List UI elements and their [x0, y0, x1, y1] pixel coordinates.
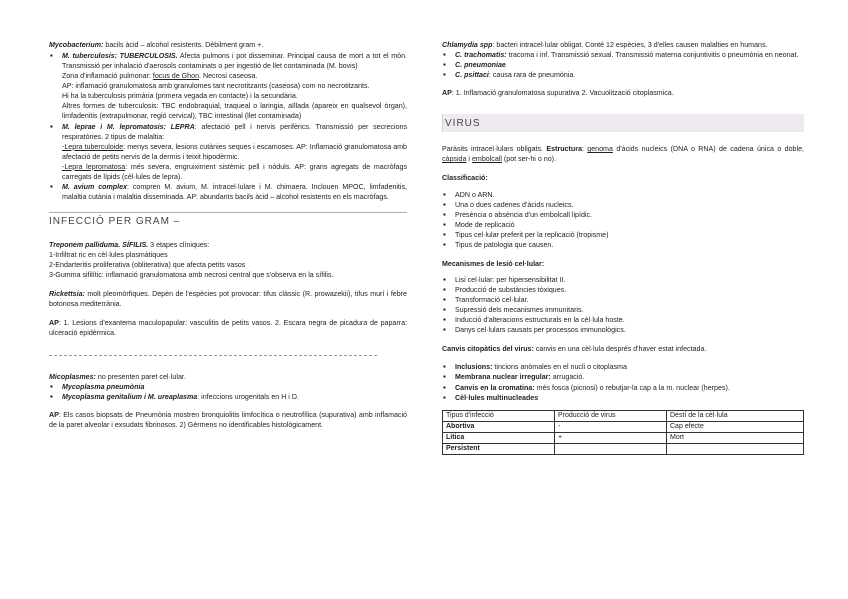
- list-item: ▪ Mode de replicació: [442, 220, 804, 230]
- list-item: ▪ Presència o absència d'un embolcall lipídic.: [442, 210, 804, 220]
- rickettsia-ap-paragraph: AP: 1. Lesions d'exantema maculopapular: vasculitis de petits vasos. 2. Escara negra de picadura de paparra: ulceració epidèrmica.: [49, 319, 407, 338]
- mecanismes-list: [442, 275, 804, 335]
- table-cell: +: [555, 432, 667, 443]
- table-row: [443, 443, 804, 454]
- right-column: [442, 40, 804, 455]
- list-item: ▪ Mycoplasma genitalium i M. ureaplasma: infeccions urogenitals en H i D.: [49, 392, 407, 402]
- table-header-cell: Tipus d'infecció: [443, 410, 555, 421]
- canvis-list: [442, 362, 804, 402]
- list-item: ▪ C. pneumoniae: [442, 60, 804, 70]
- chlamydia-list: [442, 50, 804, 80]
- table-cell: [667, 443, 804, 454]
- micoplasmes-intro: Micoplasmes: no presenten paret cel·lular.: [49, 372, 186, 381]
- list-item: ▪ Lisi cel·lular: per hipersensibilitat II.: [442, 275, 804, 285]
- list-item: ▪ Inclusions: tincions anòmales en el nucli o citoplasma: [442, 362, 804, 372]
- list-item: ▪ Membrana nuclear irregular: arrugació.: [442, 372, 804, 382]
- table-cell: [555, 443, 667, 454]
- list-item: ▪ Inducció d'alteracions estructurals en la cèl·lula hoste.: [442, 315, 804, 325]
- mycobacterium-intro: Mycobacterium: bacils àcid – alcohol resistents. Dèbilment gram +.: [49, 41, 264, 49]
- classificacio-heading: Classificació:: [442, 174, 488, 183]
- list-item: ▪ Tipus de patologia que causen.: [442, 240, 804, 250]
- divider: [49, 355, 377, 356]
- list-item: ▪ C. psittaci: causa rara de pneumònia.: [442, 70, 804, 80]
- chlamydia-ap-paragraph: AP: 1. Inflamació granulomatosa supurativa 2. Vacuolització citoplasmica.: [442, 89, 674, 98]
- list-item: ▪ Supressió dels mecanismes immunitaris.: [442, 305, 804, 315]
- list-item: ▪ Cèl·lules multinucleades: [442, 393, 804, 403]
- list-item: ▪ Canvis en la cromatina: més fosca (picnosi) o rebutjar-la cap a la m. nuclear (herpes).: [442, 383, 804, 393]
- list-item: ▪ Danys cel·lulars causats per processos immunològics.: [442, 325, 804, 335]
- section-heading-gram-negative: INFECCIÓ PER GRAM –: [49, 212, 407, 228]
- table-header-cell: Destí de la cèl·lula: [667, 410, 804, 421]
- section-heading-virus: VIRUS: [442, 114, 804, 132]
- list-item: ▪ Una o dues cadenes d'àcids nucleics.: [442, 200, 804, 210]
- canvis-citopatics-paragraph: Canvis citopàtics del virus: canvis en una cèl·lula després d'haver estat infectada.: [442, 345, 707, 354]
- table-cell: Cap efecte: [667, 421, 804, 432]
- list-item: ▪ Transformació cel·lular.: [442, 295, 804, 305]
- list-item: ▪ Mycoplasma pneumònia: [49, 382, 407, 392]
- mecanismes-heading: Mecanismes de lesió cel·lular:: [442, 259, 545, 268]
- list-item: ▪ M. leprae i M. lepromatosis: LEPRA: afectació pell i nervis perifèrics. Transmissió per secrecions respiratòries. 2 tipus de malaltia: -Lepra tuberculoide: menys severa, lesions cutànies seques i escamoses. AP: Inflamació granulomatosa amb afectació de petits nervis de la dermis i teixit hipodèrmic. -Lepra lepromatosa: més severa, engruiximent sistèmic pell i nòduls. AP: grans agregats de macròfags carregats de lípids (cèl·lules de lepra).: [49, 122, 407, 182]
- classificacio-list: [442, 190, 804, 250]
- left-column: [49, 40, 407, 436]
- treponema-paragraph: Treponem palliduma. SÍFILIS. 3 etapes clíniques: 1-Infiltrat ric en cèl·lules plasmàtiques 2-Endarteritis proliferativa (obliterativa) que afecta petits vasos 3-Gumma sifilític: inflamació granulomatosa amb necrosi central que s'observa en la sífilis.: [49, 241, 334, 280]
- table-header-row: [443, 410, 804, 421]
- list-item: ▪ Producció de substàncies tòxiques.: [442, 285, 804, 295]
- list-item: ▪ Tipus cel·lular preferit per la replicació (tropisme): [442, 230, 804, 240]
- table-cell: Lítica: [443, 432, 555, 443]
- list-item: ▪ ADN o ARN.: [442, 190, 804, 200]
- table-cell: Mort: [667, 432, 804, 443]
- micoplasmes-ap-paragraph: AP: Els casos biopsats de Pneumònia mostren bronquiolitis limfocítica o neutrofílica (supurativa) amb inflamació de la paret alveolar i exsudats fibrinosos. 2) Gèrmens no identificables histològicament.: [49, 410, 407, 429]
- chlamydia-intro: Chlamydia spp: bacteri intracel·lular obligat. Conté 12 espècies, 3 d'elles causen malalties en humans.: [442, 41, 768, 49]
- table-row: [443, 421, 804, 432]
- list-item: ▪ C. trachomatis: tracoma i inf. Transmissió sexual. Transmissió materna conjuntivitis o pneumònia en neonat.: [442, 50, 804, 60]
- table-header-cell: Producció de virus: [555, 410, 667, 421]
- table-cell: Persistent: [443, 443, 555, 454]
- table-row: [443, 432, 804, 443]
- list-item: ▪ M. tuberculosis: TUBERCULOSIS. Afecta pulmons i pot disseminar. Principal causa de mort a tot el món. Transmissió per inhalació d'aerosols contaminats o per ingestió de llet contaminada (M. bovis) Zona d'inflamació pulmonar: focus de Ghon. Necrosi caseosa. AP: inflamació granulomatosa amb granulomes tant necrotitzants (caseosa) com no necrotitzants. Hi ha la tuberculosis primària (primera vegada en contacte) i la secundària. Altres formes de tuberculosis: TBC endobraquial, traqueal o laringia, aïllada (apareix en qualsevol òrgan), limfadenitis (extrapulmonar, regió cervical), TBC intestinal (llet contaminada): [49, 51, 407, 121]
- virus-intro: Paràsits intracel·lulars obligats. Estructura: genoma d'àcids nucleics (DNA o RNA) de cadena única o doble, càpsida i embolcall (pot ser-hi o no).: [442, 145, 804, 164]
- micoplasmes-list: [49, 382, 407, 402]
- list-item: ▪ M. avium complex: compren M. avium, M. intracel·lulare i M. chimaera. Inclouen MPOC, limfadenitis, malaltia cutània i malaltia disseminada. AP: abundants bacils àcid – alcohol resistents en els macròfags.: [49, 182, 407, 202]
- rickettsia-paragraph: Rickettsia: molt pleomòrfiques. Depèn de l'espècies pot provocar: tifus clàssic (R. prowazekii), tifus murí i febre botonosa mediterrània.: [49, 290, 407, 309]
- mycobacterium-list: [49, 51, 407, 202]
- infection-types-table: [442, 410, 804, 455]
- table-cell: -: [555, 421, 667, 432]
- table-cell: Abortiva: [443, 421, 555, 432]
